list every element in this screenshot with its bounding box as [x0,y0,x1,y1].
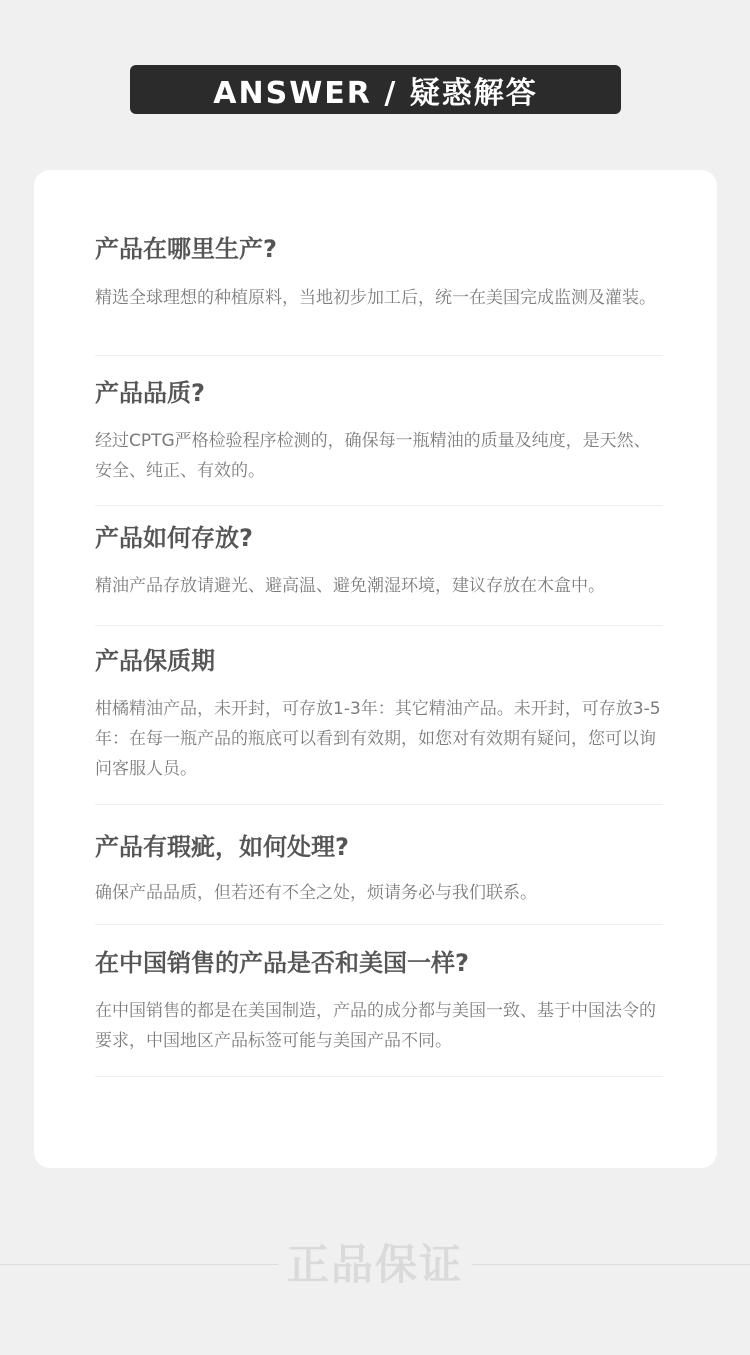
faq-question: 产品保质期 [95,647,215,675]
faq-answer: 精选全球理想的种植原料，当地初步加工后，统一在美国完成监测及灌装。 [95,288,656,308]
faq-answer: 柑橘精油产品，未开封，可存放1-3年：其它精油产品。未开封，可存放3-5年：在每一瓶产品的瓶底可以看到有效期，如您对有效期有疑问，您可以询问客服人员。 [95,699,661,779]
faq-item [95,646,663,805]
faq-item [95,378,663,506]
faq-question: 在中国销售的产品是否和美国一样? [95,949,469,977]
faq-answer: 精油产品存放请避光、避高温、避免潮湿环境，建议存放在木盒中。 [95,576,605,596]
section-header [130,65,621,114]
footer-title: 正品保证 [286,1240,463,1289]
faq-answer: 确保产品品质，但若还有不全之处，烦请务必与我们联系。 [95,883,537,903]
faq-item [95,948,663,1077]
faq-answer: 经过CPTG严格检验程序检测的，确保每一瓶精油的质量及纯度，是天然、安全、纯正、有效的。 [95,431,651,481]
faq-question: 产品有瑕疵，如何处理? [95,833,349,861]
faq-answer: 在中国销售的都是在美国制造，产品的成分都与美国一致、基于中国法令的要求，中国地区产品标签可能与美国产品不同。 [95,1001,656,1051]
faq-item [95,234,663,356]
faq-question: 产品如何存放? [95,524,253,552]
faq-item [95,523,663,626]
footer-divider-left [0,1264,278,1265]
footer-divider-right [472,1264,750,1265]
faq-question: 产品品质? [95,379,205,407]
section-header-title: ANSWER / 疑惑解答 [213,75,538,111]
faq-item [95,832,663,925]
faq-question: 产品在哪里生产? [95,235,277,263]
